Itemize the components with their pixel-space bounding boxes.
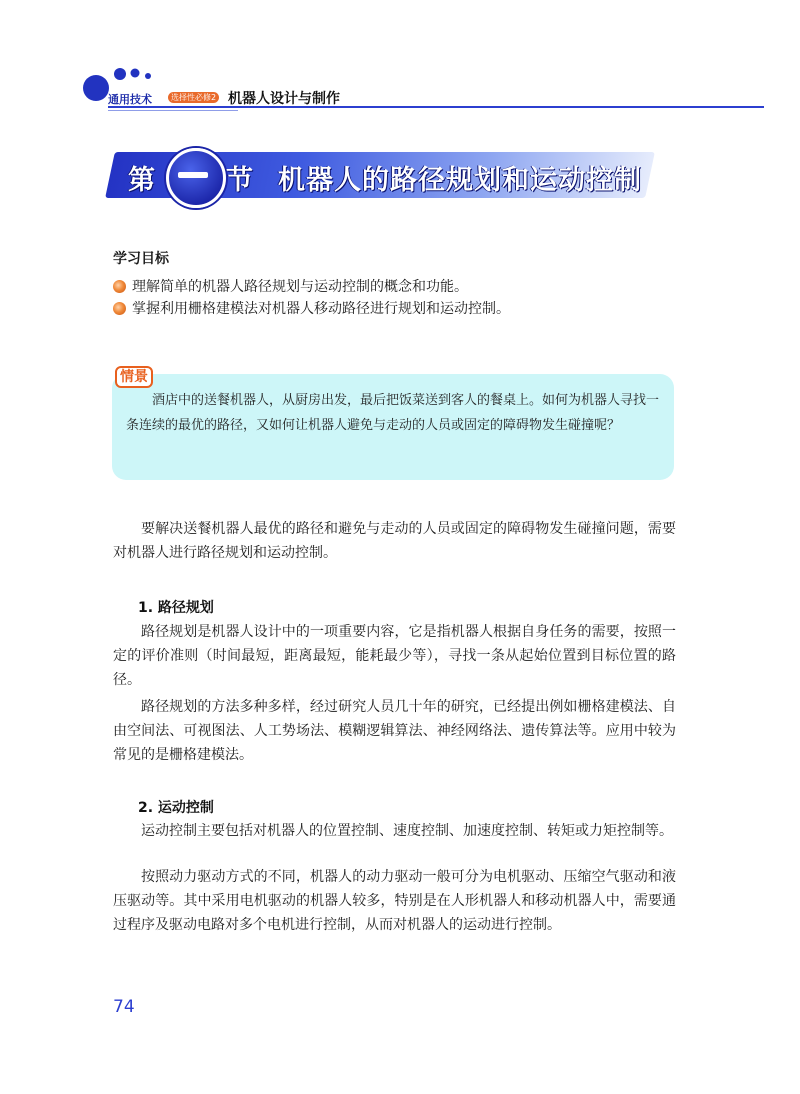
section-number-circle	[166, 148, 226, 208]
subsection-heading-path-planning: 1. 路径规划	[138, 600, 214, 616]
header-rule-secondary	[108, 110, 238, 111]
learning-goal-text: 掌握利用栅格建模法对机器人移动路径进行规划和运动控制。	[132, 301, 510, 317]
intro-paragraph: 要解决送餐机器人最优的路径和避免与走动的人员或固定的障碍物发生碰撞问题，需要对机器人进行路径规划和运动控制。	[113, 521, 676, 561]
header-badge: 选择性必修2	[168, 92, 219, 103]
section-number-glyph	[178, 172, 208, 178]
learning-goal-item	[113, 298, 510, 318]
section-prefix: 第	[128, 165, 155, 196]
body-paragraph: 按照动力驱动方式的不同，机器人的动力驱动一般可分为电机驱动、压缩空气驱动和液压驱动等。其中采用电机驱动的机器人较多，特别是在人形机器人和移动机器人中，需要通过程序及驱动电路对多个电机进行控制，从而对机器人的运动进行控制。	[113, 869, 676, 933]
page-number: 74	[113, 997, 135, 1017]
learning-goals-heading: 学习目标	[113, 251, 169, 267]
learning-goal-text: 理解简单的机器人路径规划与运动控制的概念和功能。	[132, 279, 468, 295]
section-suffix: 节	[226, 165, 253, 196]
header-rule	[108, 106, 764, 108]
header-book-title: 机器人设计与制作	[228, 91, 340, 107]
subsection-heading-motion-control: 2. 运动控制	[138, 800, 214, 816]
body-paragraph: 路径规划是机器人设计中的一项重要内容，它是指机器人根据自身任务的需要，按照一定的评价准则（时间最短，距离最短，能耗最少等），寻找一条从起始位置到目标位置的路径。	[113, 624, 676, 688]
section-title: 机器人的路径规划和运动控制	[278, 165, 642, 196]
orange-bullet-icon	[113, 302, 126, 315]
orange-bullet-icon	[113, 280, 126, 293]
header-series-name: 通用技术	[108, 93, 152, 106]
scenario-text: 酒店中的送餐机器人，从厨房出发，最后把饭菜送到客人的餐桌上。如何为机器人寻找一条连续的最优的路径，又如何让机器人避免与走动的人员或固定的障碍物发生碰撞呢？	[126, 393, 660, 433]
section-banner	[110, 148, 650, 204]
body-paragraph: 运动控制主要包括对机器人的位置控制、速度控制、加速度控制、转矩或力矩控制等。	[141, 823, 673, 839]
body-paragraph: 路径规划的方法多种多样，经过研究人员几十年的研究，已经提出例如栅格建模法、自由空间法、可视图法、人工势场法、模糊逻辑算法、神经网络法、遗传算法等。应用中较为常见的是栅格建模法。	[113, 699, 676, 763]
scenario-tag: 情景	[115, 366, 153, 388]
learning-goal-item	[113, 276, 468, 296]
